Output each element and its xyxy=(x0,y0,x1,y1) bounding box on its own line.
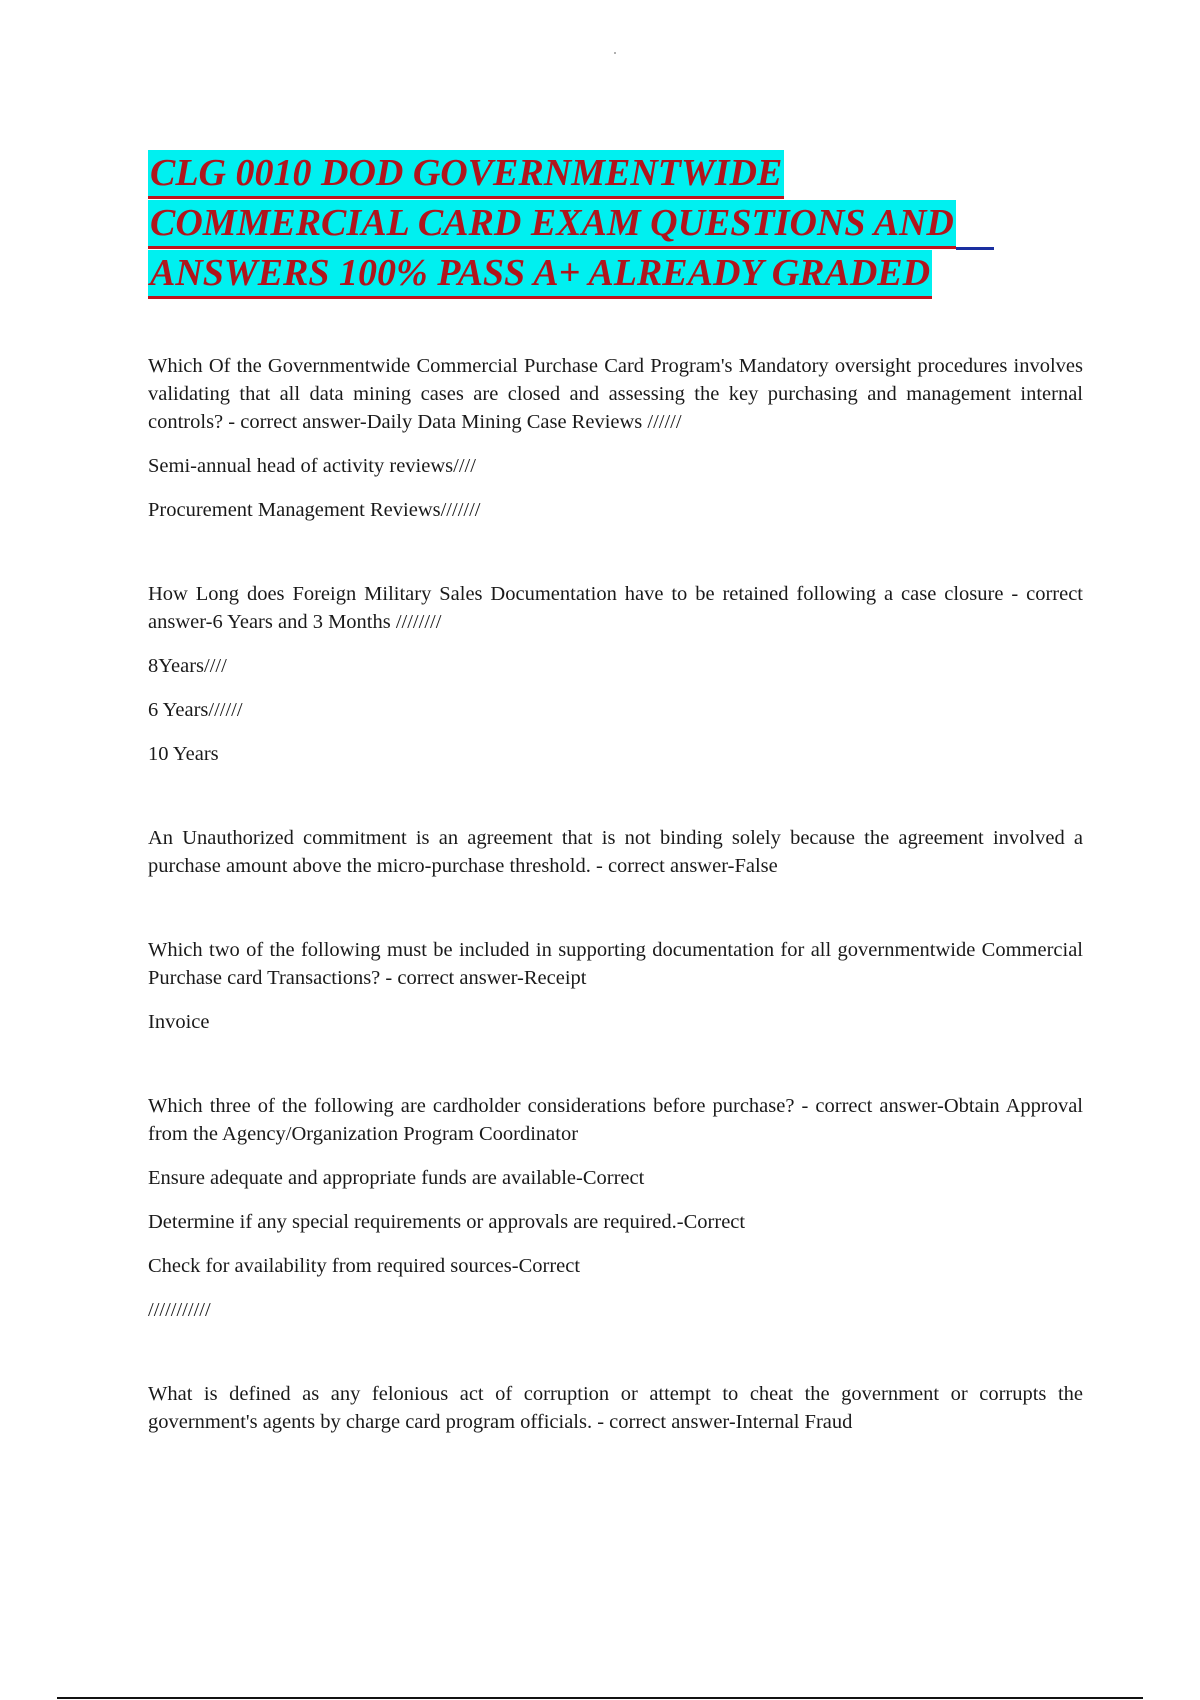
title-line xyxy=(148,200,1048,250)
answer-option: Ensure adequate and appropriate funds are available-Correct xyxy=(148,1167,645,1189)
qa-item xyxy=(148,824,1083,880)
answer-option: /////////// xyxy=(148,1299,211,1321)
title-line-text: COMMERCIAL CARD EXAM QUESTIONS AND xyxy=(148,200,956,249)
footer-divider xyxy=(57,1697,1143,1699)
title-line-text: ANSWERS 100% PASS A+ ALREADY GRADED xyxy=(148,250,932,299)
title-line-text: CLG 0010 DOD GOVERNMENTWIDE xyxy=(148,150,784,199)
question-text: Which two of the following must be included in supporting documentation for all governmentwide Commercial Purchase card Transactions? - correct answer-Receipt xyxy=(148,939,1083,989)
question-text: An Unauthorized commitment is an agreement that is not binding solely because the agreement involved a purchase amount above the micro-purchase threshold. - correct answer-False xyxy=(148,827,1083,877)
qa-item xyxy=(148,936,1083,1036)
title-line xyxy=(148,150,1048,200)
qa-item xyxy=(148,1092,1083,1324)
question-text: How Long does Foreign Military Sales Documentation have to be retained following a case closure - correct answer-6 Years and 3 Months //////// xyxy=(148,583,1083,633)
scan-artifact-dot xyxy=(614,52,616,54)
answer-option: Semi-annual head of activity reviews//// xyxy=(148,455,476,477)
qa-item xyxy=(148,1380,1083,1436)
question-text: Which Of the Governmentwide Commercial Purchase Card Program's Mandatory oversight procedures involves validating that all data mining cases are closed and assessing the key purchasing and management internal controls? - correct answer-Daily Data Mining Case Reviews ////// xyxy=(148,355,1083,433)
qa-item xyxy=(148,580,1083,768)
document-title xyxy=(148,150,1048,300)
question-text: What is defined as any felonious act of corruption or attempt to cheat the government or corrupts the government's agents by charge card program officials. - correct answer-Internal Fraud xyxy=(148,1383,1083,1433)
answer-option: 6 Years////// xyxy=(148,699,243,721)
qa-item xyxy=(148,352,1083,524)
title-underline-extension xyxy=(956,247,994,250)
qa-list xyxy=(148,352,1083,1492)
answer-option: Determine if any special requirements or approvals are required.-Correct xyxy=(148,1211,746,1233)
answer-option: Check for availability from required sources-Correct xyxy=(148,1255,581,1277)
answer-option: 8Years//// xyxy=(148,655,227,677)
answer-option: 10 Years xyxy=(148,743,219,765)
title-line xyxy=(148,250,1048,300)
answer-option: Procurement Management Reviews/////// xyxy=(148,499,481,521)
question-text: Which three of the following are cardholder considerations before purchase? - correct answer-Obtain Approval from the Agency/Organization Program Coordinator xyxy=(148,1095,1083,1145)
answer-option: Invoice xyxy=(148,1011,210,1033)
